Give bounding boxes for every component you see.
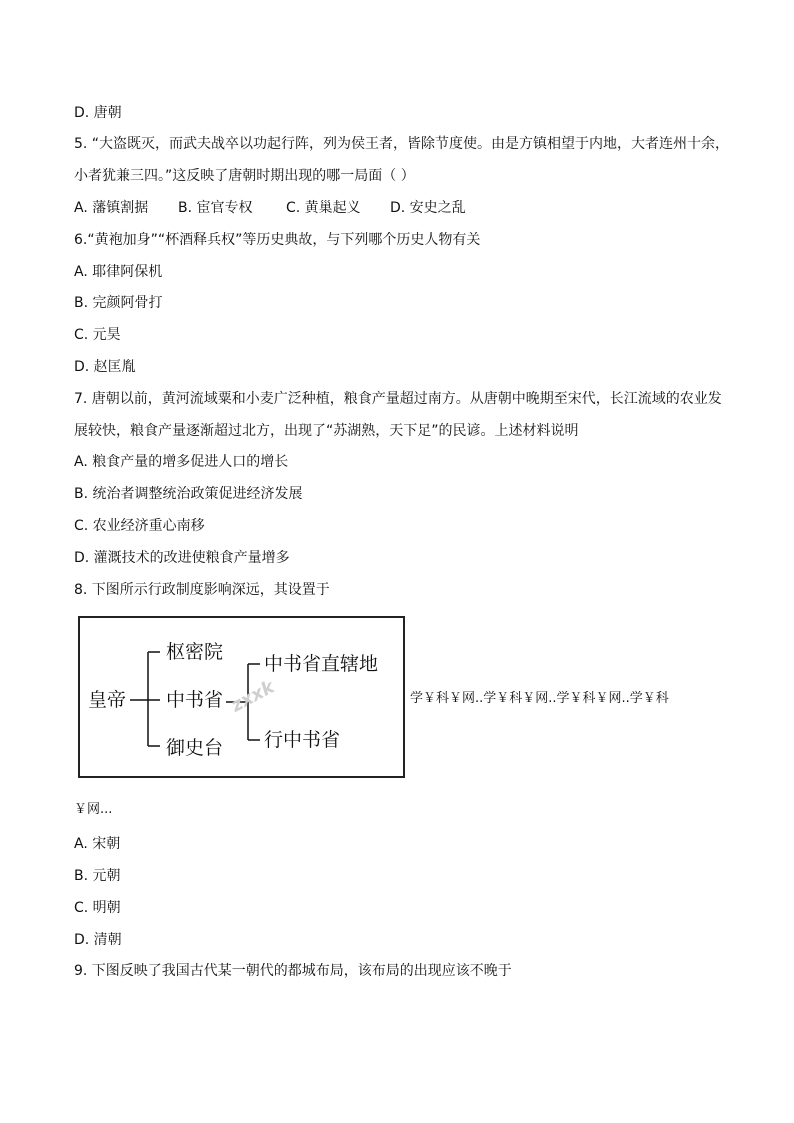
q6-option-b: B. 完颜阿骨打: [74, 295, 163, 311]
node-emperor: 皇帝: [88, 689, 127, 711]
q8-option-b: B. 元朝: [74, 868, 121, 884]
node-censorate: 御史台: [166, 737, 224, 759]
watermark-text: 学￥科￥网..学￥科￥网..学￥科￥网..学￥科: [410, 691, 669, 706]
node-provinces: 行中书省: [264, 729, 341, 751]
q5-option-a: A. 藩镇割据: [74, 200, 149, 216]
q5-stem-line1: 5. “大盗既灭，而武夫战卒以功起行阵，列为侯王者，皆除节度使。由是方镇相望于内地，大者连州十余，: [74, 136, 730, 152]
q6-option-a: A. 耶律阿保机: [74, 264, 163, 280]
watermark-text-continued: ￥网...: [74, 802, 113, 817]
q5-option-b: B. 宦官专权: [178, 200, 253, 216]
q4-option-d: D. 唐朝: [74, 105, 122, 121]
q5-option-c: C. 黄巢起义: [286, 200, 361, 216]
q5-option-d: D. 安史之乱: [390, 200, 466, 216]
q7-option-c: C. 农业经济重心南移: [74, 518, 205, 534]
node-secretariat: 中书省: [166, 689, 224, 711]
q9-stem: 9. 下图反映了我国古代某一朝代的都城布局，该布局的出现应该不晚于: [74, 963, 512, 979]
node-capital-region: 中书省直辖地: [264, 653, 379, 675]
q5-options: [74, 199, 466, 217]
q7-option-a: A. 粮食产量的增多促进人口的增长: [74, 454, 289, 470]
q7-stem-line1: 7. 唐朝以前，黄河流域粟和小麦广泛种植，粮食产量超过南方。从唐朝中晚期至宋代，长江流域的农业发: [74, 391, 722, 407]
q6-stem: 6.“黄袍加身”“杯酒释兵权”等历史典故，与下列哪个历史人物有关: [74, 232, 481, 248]
q8-stem: 8. 下图所示行政制度影响深远，其设置于: [74, 582, 330, 598]
q6-option-c: C. 元昊: [74, 327, 121, 343]
q6-option-d: D. 赵匡胤: [74, 359, 136, 375]
admin-structure-diagram: [78, 616, 405, 778]
q8-option-c: C. 明朝: [74, 900, 121, 916]
q7-option-b: B. 统治者调整统治政策促进经济发展: [74, 486, 303, 502]
q5-stem-line2: 小者犹兼三四。”这反映了唐朝时期出现的哪一局面（ ）: [74, 168, 415, 184]
q7-option-d: D. 灌溉技术的改进使粮食产量增多: [74, 550, 290, 566]
watermark-logo: zxxk: [227, 676, 278, 717]
q8-option-a: A. 宋朝: [74, 836, 121, 852]
q8-option-d: D. 清朝: [74, 932, 122, 948]
node-privy-council: 枢密院: [166, 641, 224, 663]
q7-stem-line2: 展较快，粮食产量逐渐超过北方，出现了“苏湖熟，天下足”的民谚。上述材料说明: [74, 423, 579, 439]
